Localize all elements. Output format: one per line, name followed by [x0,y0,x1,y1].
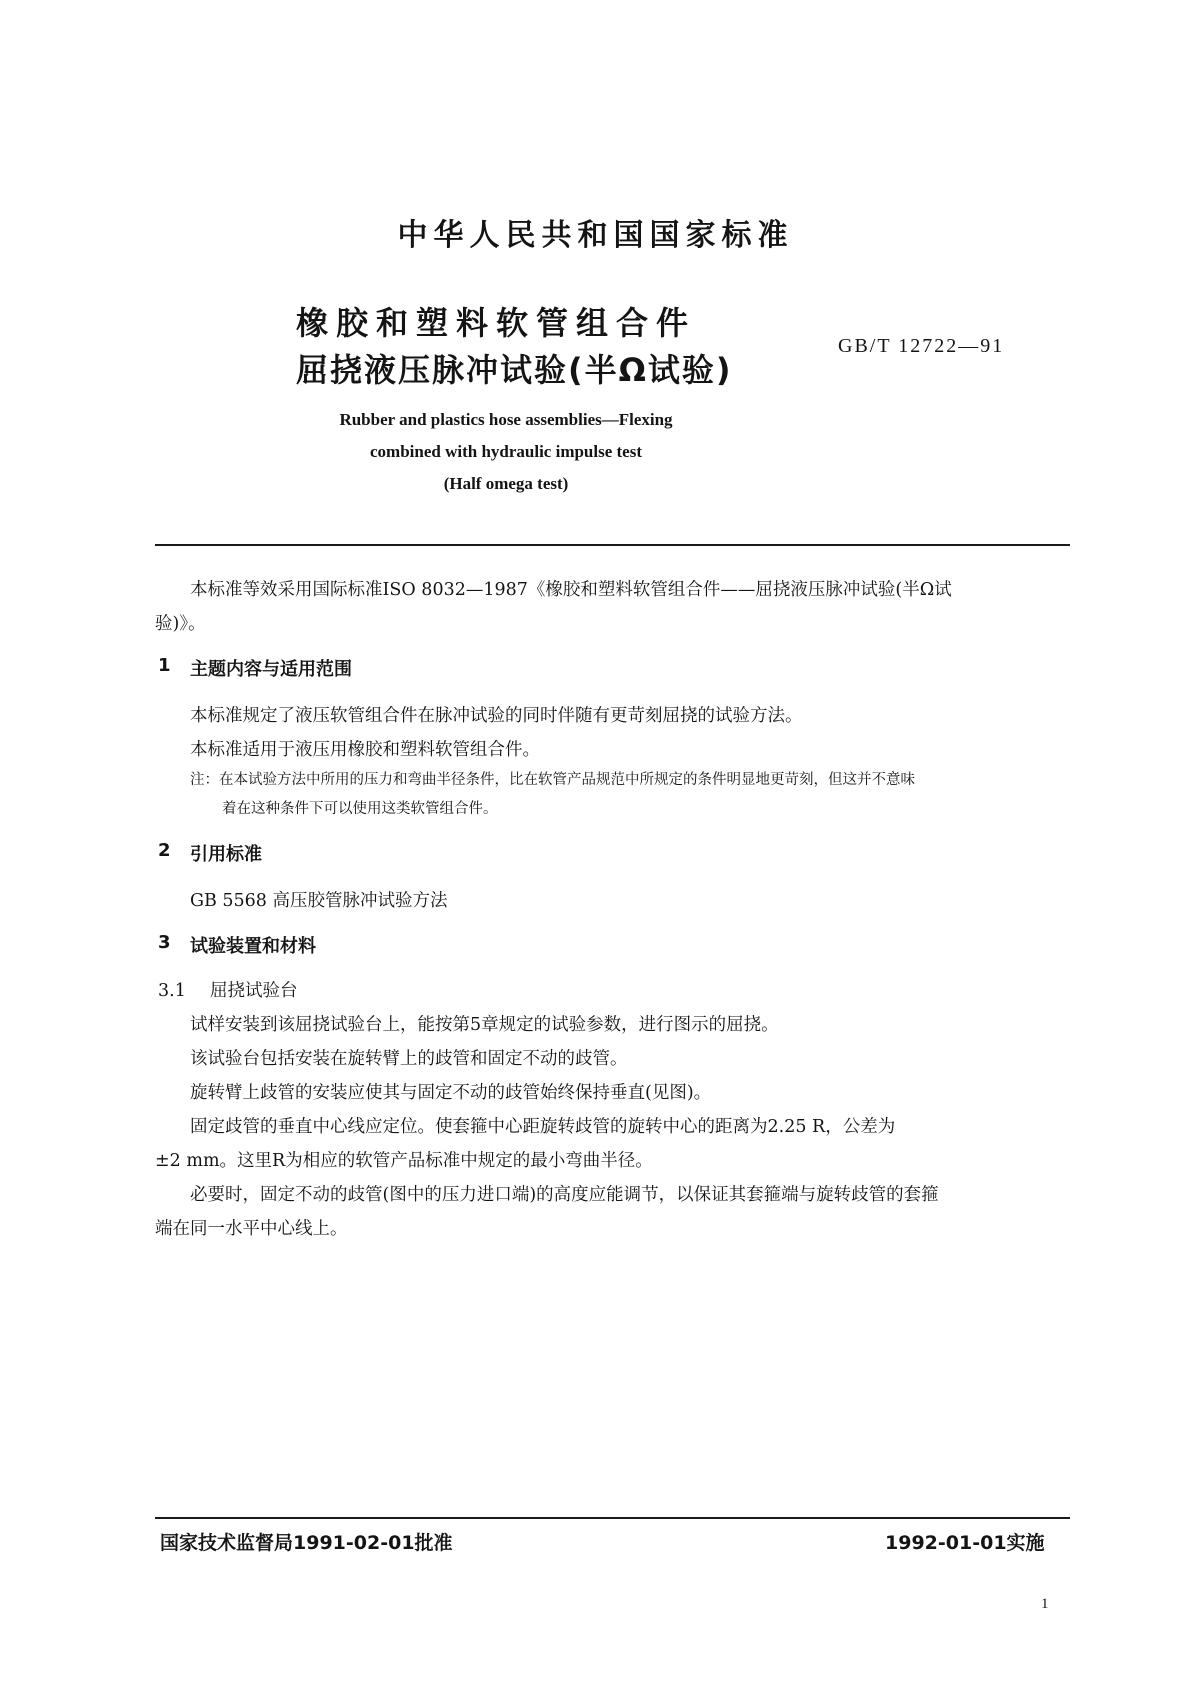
section-1-paragraph-2: 本标准适用于液压用橡胶和塑料软管组合件。 [190,740,540,760]
title-en-line-3: (Half omega test) [443,474,569,493]
effective-date: 1992-01-01实施 [885,1532,1045,1554]
subsection-line-6: 必要时，固定不动的歧管(图中的压力进口端)的高度应能调节，以保证其套箍端与旋转歧管的套箍 [190,1185,939,1205]
national-standard-header: 中华人民共和国国家标准 [397,218,794,253]
subsection-line-1: 试样安装到该屈挠试验台上，能按第5章规定的试验参数，进行图示的屈挠。 [190,1015,779,1035]
subsection-line-2: 该试验台包括安装在旋转臂上的歧管和固定不动的歧管。 [190,1049,628,1069]
title-zh-line-2: 屈挠液压脉冲试验(半Ω试验) [296,351,733,389]
section-1-note-line-2: 着在这种条件下可以使用这类软管组合件。 [222,801,498,817]
title-en-line-2: combined with hydraulic impulse test [369,442,643,461]
footer-divider [155,1517,1070,1519]
section-1-note-line-1: 注：在本试验方法中所用的压力和弯曲半径条件，比在软管产品规范中所规定的条件明显地更苛刻，但这并不意味 [190,772,915,788]
referenced-standard: GB 5568 高压胶管脉冲试验方法 [190,891,448,911]
title-zh-line-1: 橡胶和塑料软管组合件 [296,304,697,342]
section-title: 试验装置和材料 [190,936,316,957]
section-number: 1 [158,655,171,676]
subsection-line-5: ±2 mm。这里R为相应的软管产品标准中规定的最小弯曲半径。 [155,1151,653,1171]
section-title: 引用标准 [190,844,262,865]
section-title: 主题内容与适用范围 [190,659,352,680]
section-1-heading [158,655,558,683]
section-1-paragraph-1: 本标准规定了液压软管组合件在脉冲试验的同时伴随有更苛刻屈挠的试验方法。 [190,706,803,726]
section-number: 3 [158,932,171,953]
standard-number: GB/T 12722—91 [838,335,1005,357]
header-divider [155,544,1070,546]
title-en-line-1: Rubber and plastics hose assemblies—Flexing [339,410,673,429]
subsection-title: 屈挠试验台 [210,981,298,1001]
subsection-line-3: 旋转臂上歧管的安装应使其与固定不动的歧管始终保持垂直(见图)。 [190,1083,712,1103]
section-3-heading [158,932,558,960]
subsection-number: 3.1 [158,981,186,1001]
section-number: 2 [158,840,171,861]
subsection-line-7: 端在同一水平中心线上。 [155,1219,348,1239]
intro-line-1: 本标准等效采用国际标准ISO 8032—1987《橡胶和塑料软管组合件——屈挠液压脉冲试验(半Ω试 [190,580,952,600]
intro-line-2: 验)》。 [155,614,206,634]
subsection-line-4: 固定歧管的垂直中心线应定位。使套箍中心距旋转歧管的旋转中心的距离为2.25 R，公差为 [190,1117,896,1137]
section-2-heading [158,840,558,868]
subsection-3-1-heading [158,974,558,1008]
approval-date: 国家技术监督局1991-02-01批准 [160,1532,453,1554]
page-number: 1 [1041,1596,1049,1612]
